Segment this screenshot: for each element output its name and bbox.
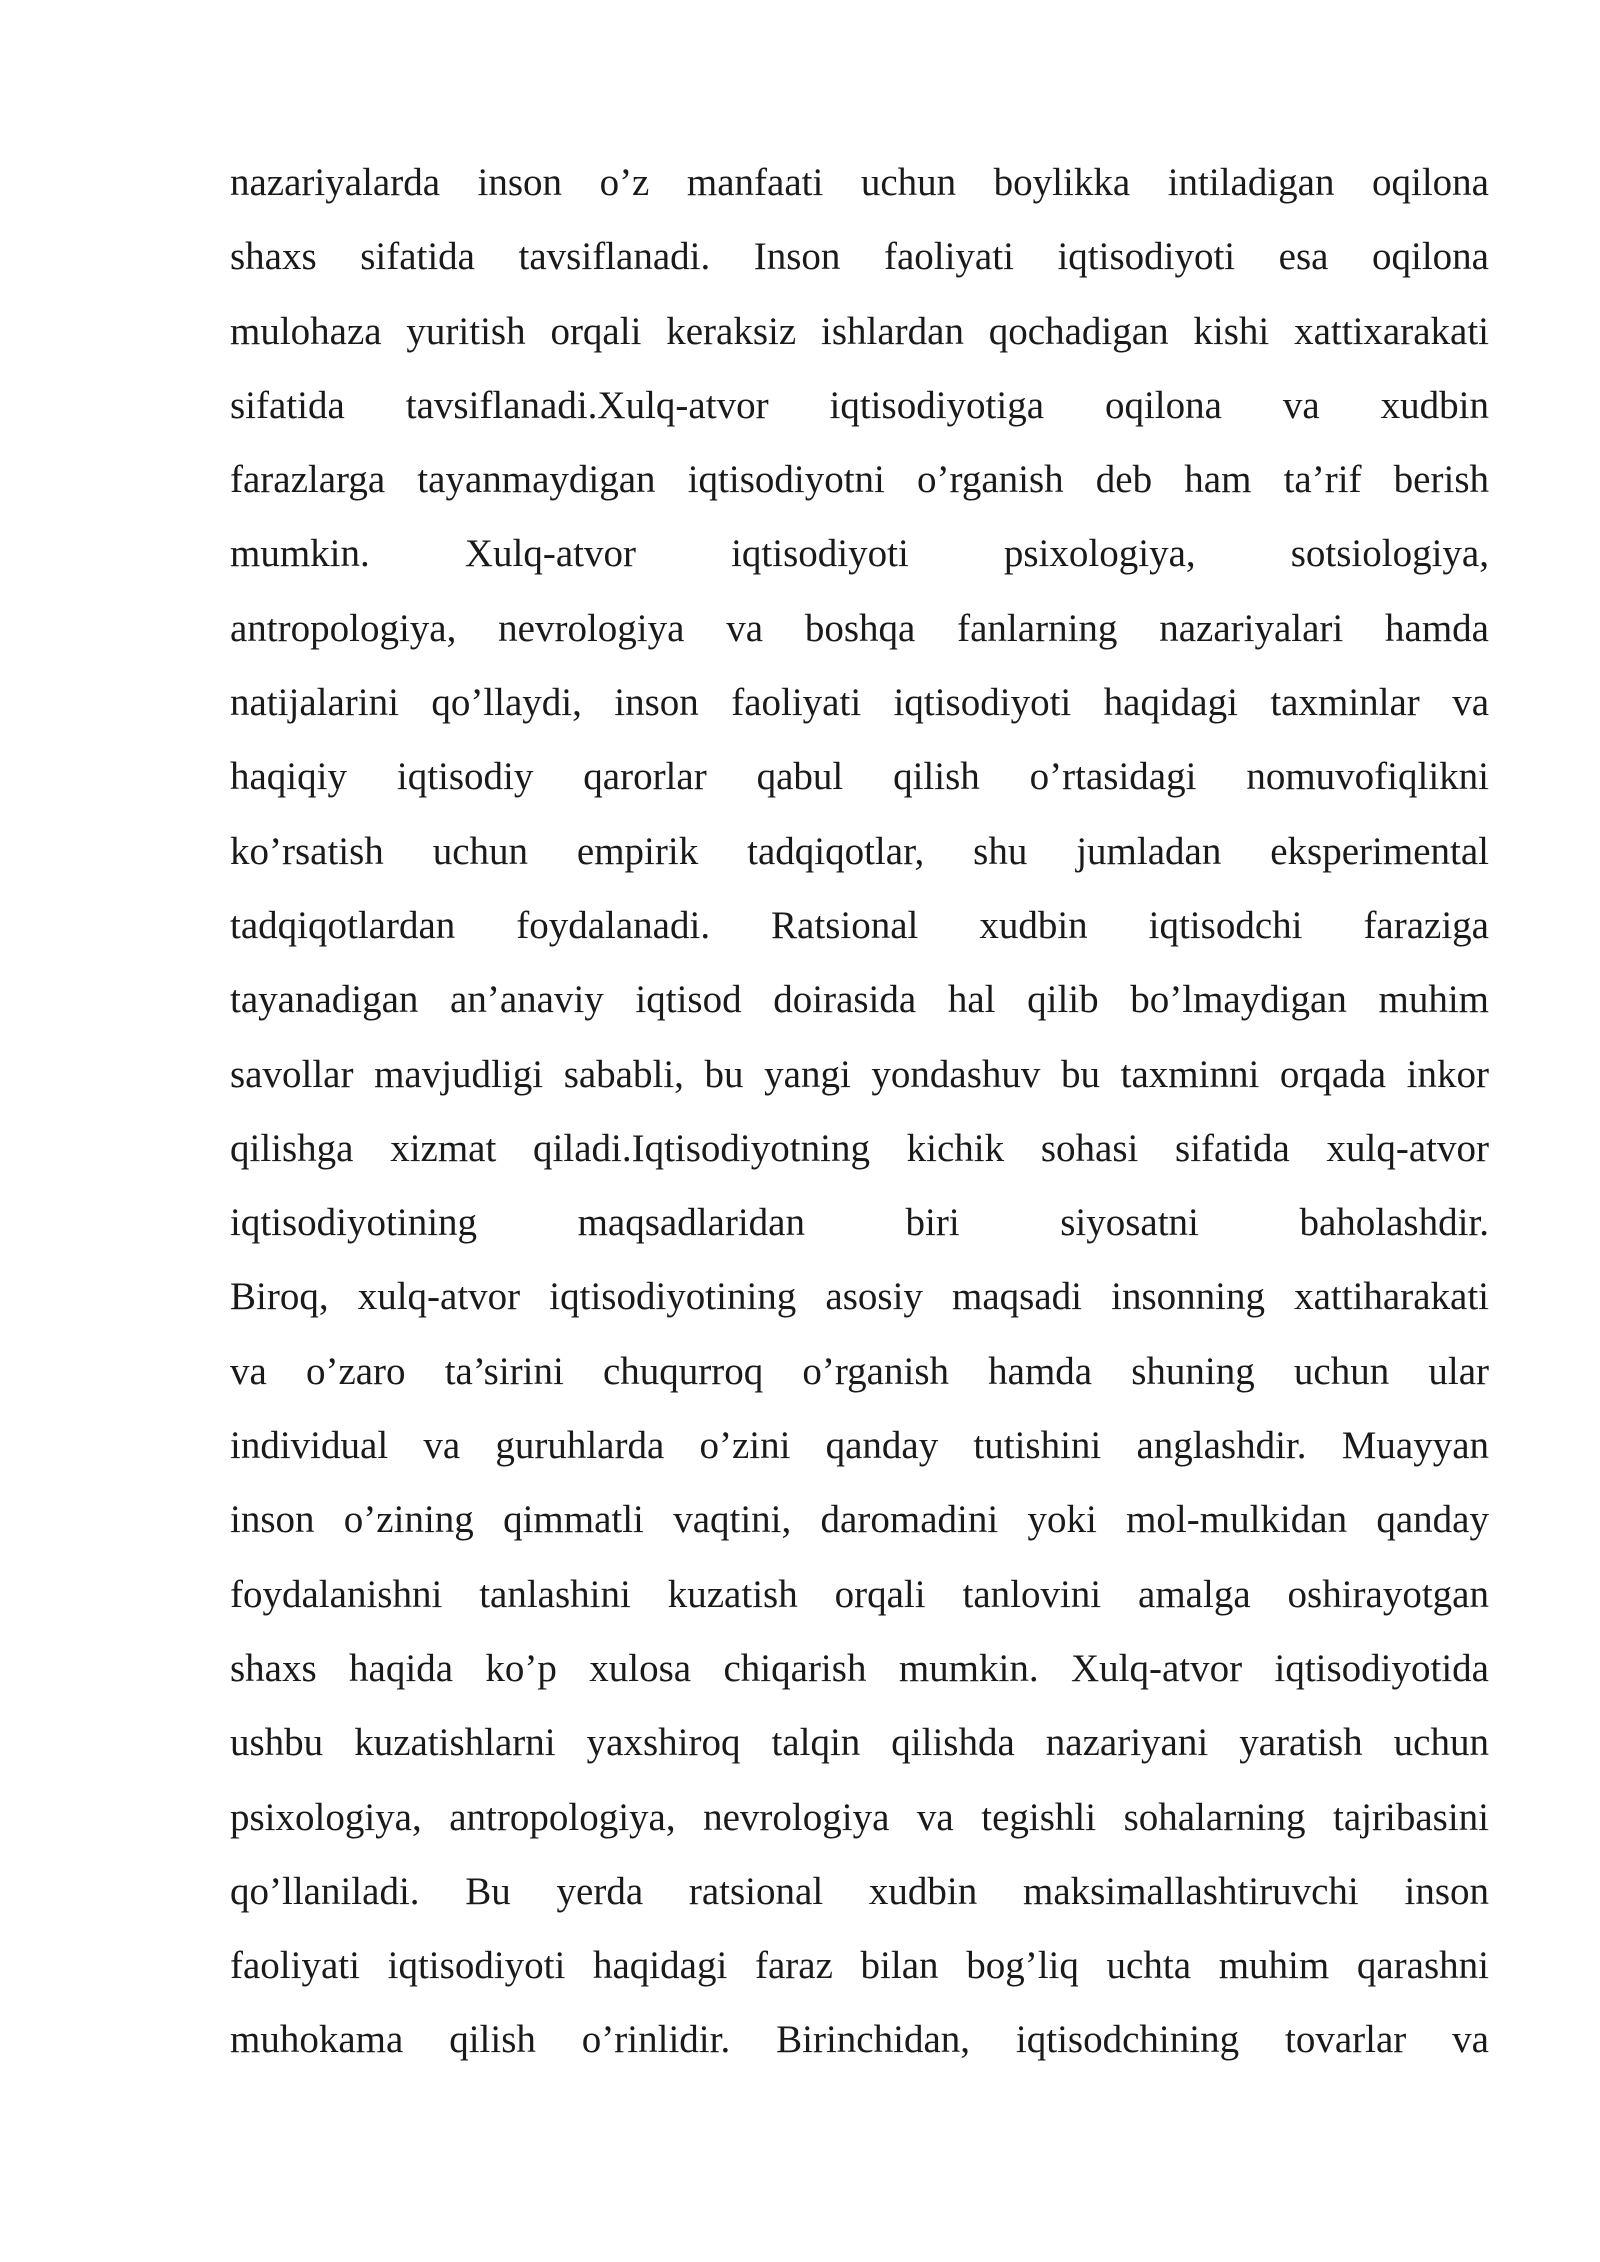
text-line: individual va guruhlarda o’zini qanday tutishini anglashdir. Muayyan [230, 1424, 1489, 1468]
text-line: qo’llaniladi. Bu yerda ratsional xudbin maksimallashtiruvchi inson [230, 1869, 1489, 1913]
text-line: foydalanishni tanlashini kuzatish orqali tanlovini amalga oshirayotgan [230, 1572, 1489, 1616]
text-line: shaxs sifatida tavsiflanadi. Inson faoliyati iqtisodiyoti esa oqilona [230, 235, 1489, 279]
body-text [230, 146, 1489, 2078]
text-line: mulohaza yuritish orqali keraksiz ishlardan qochadigan kishi xattixarakati [230, 309, 1489, 353]
text-line: va o’zaro ta’sirini chuqurroq o’rganish hamda shuning uchun ular [230, 1349, 1489, 1393]
text-line: qilishga xizmat qiladi.Iqtisodiyotning kichik sohasi sifatida xulq-atvor [230, 1126, 1489, 1170]
text-line: psixologiya, antropologiya, nevrologiya va tegishli sohalarning tajribasini [230, 1795, 1489, 1839]
text-line: shaxs haqida ko’p xulosa chiqarish mumkin. Xulq-atvor iqtisodiyotida [230, 1646, 1489, 1690]
text-line: haqiqiy iqtisodiy qarorlar qabul qilish o’rtasidagi nomuvofiqlikni [230, 755, 1489, 799]
text-line: antropologiya, nevrologiya va boshqa fanlarning nazariyalari hamda [230, 606, 1489, 650]
text-line: muhokama qilish o’rinlidir. Birinchidan, iqtisodchining tovarlar va [230, 2018, 1489, 2062]
text-line: inson o’zining qimmatli vaqtini, daromadini yoki mol-mulkidan qanday [230, 1498, 1489, 1542]
text-line: savollar mavjudligi sababli, bu yangi yondashuv bu taxminni orqada inkor [230, 1052, 1489, 1096]
text-line: tadqiqotlardan foydalanadi. Ratsional xudbin iqtisodchi faraziga [230, 903, 1489, 947]
text-line: mumkin. Xulq-atvor iqtisodiyoti psixologiya, sotsiologiya, [230, 532, 1489, 576]
text-line: faoliyati iqtisodiyoti haqidagi faraz bilan bog’liq uchta muhim qarashni [230, 1944, 1489, 1988]
text-line: ushbu kuzatishlarni yaxshiroq talqin qilishda nazariyani yaratish uchun [230, 1721, 1489, 1765]
text-line: nazariyalarda inson o’z manfaati uchun boylikka intiladigan oqilona [230, 161, 1489, 204]
text-line: sifatida tavsiflanadi.Xulq-atvor iqtisodiyotiga oqilona va xudbin [230, 383, 1489, 427]
text-line: Biroq, xulq-atvor iqtisodiyotining asosiy maqsadi insonning xattiharakati [230, 1275, 1489, 1319]
text-line: natijalarini qo’llaydi, inson faoliyati iqtisodiyoti haqidagi taxminlar va [230, 681, 1489, 725]
text-line: tayanadigan an’anaviy iqtisod doirasida hal qilib bo’lmaydigan muhim [230, 978, 1489, 1022]
text-line: ko’rsatish uchun empirik tadqiqotlar, shu jumladan eksperimental [230, 829, 1489, 873]
text-line: iqtisodiyotining maqsadlaridan biri siyosatni baholashdir. [230, 1201, 1489, 1245]
text-line: farazlarga tayanmaydigan iqtisodiyotni o’rganish deb ham ta’rif berish [230, 458, 1489, 502]
